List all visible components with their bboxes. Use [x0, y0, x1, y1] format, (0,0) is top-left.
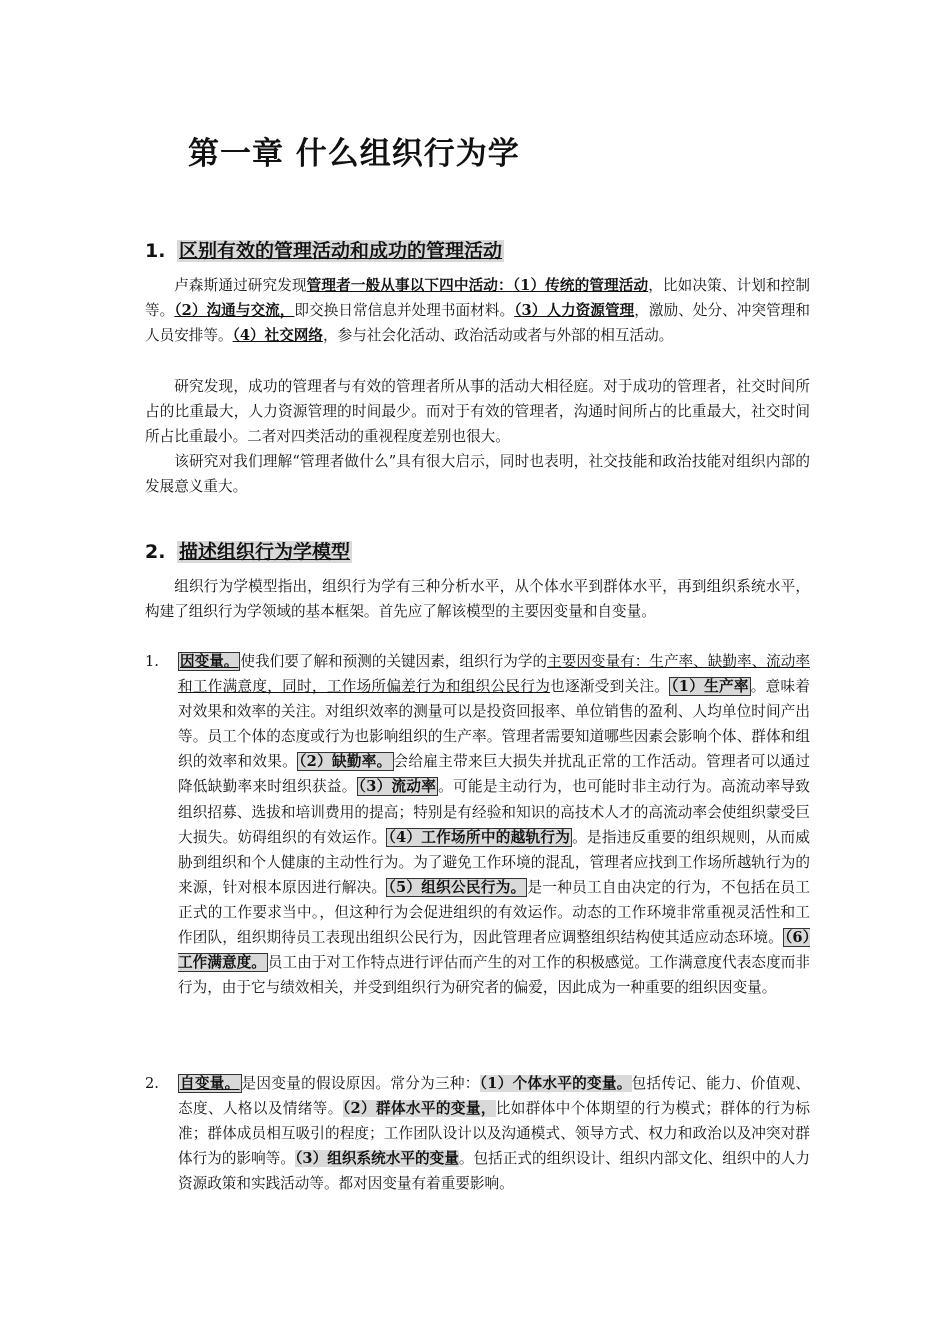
- section-1-paragraph-2: 研究发现，成功的管理者与有效的管理者所从事的活动大相径庭。对于成功的管理者，社交时间所占的比重最大，人力资源管理的时间最少。而对于有效的管理者，沟通时间所占的比重最大，社交时间所占比重最小。二者对四类活动的重视程度差别也很大。: [145, 378, 810, 446]
- term-group-level: （2）群体水平的变量，: [342, 1100, 496, 1118]
- section-2-number: 2.: [145, 541, 166, 563]
- text-run: 。意味着对效果和效率的关注。对组织效率的测量可以是投资回报率、单位销售的盈利、人均单位时间产出等。员工个体的态度或行为也影响组织的生产率。管理者需要知道哪些因素会影响个体、群体和组织的效率和效果。: [178, 678, 810, 771]
- term-independent-variable: 自变量。: [180, 1075, 240, 1092]
- section-1-paragraph-1: [145, 273, 810, 348]
- text-run: （1）传统的管理活动: [512, 277, 649, 294]
- text-run: 。可能是主动行为，也可能时非主动行为。高流动率导致组织招募、选拔和培训费用的提高；特别是有经验和知识的高技术人才的高流动率会使组织蒙受巨大损失。妨碍组织的有效运作。: [178, 778, 810, 846]
- section-1-paragraph-3: 该研究对我们理解“管理者做什么”具有很大启示，同时也表明，社交技能和政治技能对组织内部的发展意义重大。: [145, 453, 810, 496]
- term-turnover: （3）流动率: [358, 778, 437, 796]
- list-item-dependent-variables: [145, 649, 810, 1000]
- text-run: 包括传记、能力、价值观、态度、人格以及情绪等。: [178, 1075, 810, 1118]
- list-item-body: [178, 649, 810, 1000]
- text-run: 。包括正式的组织设计、组织内部文化、组织中的人力资源政策和实践活动等。都对因变量有着重要影响。: [178, 1150, 810, 1193]
- term-deviant-behavior: （4）工作场所中的越轨行为: [388, 828, 571, 846]
- section-2-title: 描述组织行为学模型: [179, 541, 351, 563]
- text-run: 。是指违反重要的组织规则，从而威胁到组织和个人健康的主动性行为。为了避免工作环境的混乱，管理者应找到工作场所越轨行为的来源，针对根本原因进行解决。: [178, 828, 810, 896]
- list-item-body: [178, 1071, 810, 1196]
- term-dependent-variable: 因变量。: [180, 653, 239, 670]
- term-productivity: （1）生产率: [671, 678, 749, 696]
- text-run: 使我们要了解和预测的关键因素，组织行为学的: [240, 653, 548, 670]
- section-1-number: 1.: [145, 240, 166, 262]
- list-marker: 1.: [145, 653, 159, 670]
- text-run: 员工由于对工作特点进行评估而产生的对工作的积极感觉。工作满意度代表态度而非行为，由于它与绩效相关，并受到组织行为研究者的偏爱，因此成为一种重要的组织因变量。: [178, 954, 810, 997]
- term-absenteeism: （2）缺勤率。: [299, 753, 392, 771]
- section-2-heading: [145, 537, 352, 564]
- text-run: 主要因变量有：生产率、缺勤率、流动率和工作满意度，同时，工作场所偏差行为和组织公民行为: [178, 653, 810, 696]
- section-1-title: 区别有效的管理活动和成功的管理活动: [179, 240, 503, 262]
- text-run: 也逐渐受到关注。: [550, 678, 670, 696]
- text-run: （3）人力资源管理: [514, 302, 635, 320]
- text-run: 卢森斯通过研究发现: [174, 277, 307, 294]
- text-run: 是一种员工自由决定的行为，不包括在员工正式的工作要求当中。，但这种行为会促进组织的有效运作。动态的工作环境非常重视灵活性和工作团队，组织期待员工表现出组织公民行为，因此管理者应调整组织结构使其适应动态环境。: [178, 878, 810, 947]
- chapter-title: 第一章 什么组织行为学: [188, 136, 520, 172]
- text-run: ，激励、处分、冲突管理和人员安排等。: [145, 302, 810, 345]
- list-marker: 2.: [145, 1075, 159, 1092]
- text-run: 管理者一般从事以下四中活动：: [306, 277, 513, 294]
- text-run: 会给雇主带来巨大损失并扰乱正常的工作活动。管理者可以通过降低缺勤率来时组织获益。: [178, 753, 810, 796]
- text-run: 比如群体中个体期望的行为模式；群体的行为标准；群体成员相互吸引的程度；工作团队设计以及沟通模式、领导方式、权力和政治以及冲突对群体行为的影响等。: [178, 1100, 810, 1168]
- section-1-heading: [145, 236, 504, 263]
- list-item-independent-variables: [145, 1071, 810, 1196]
- term-job-satisfaction: （6）工作满意度。: [178, 929, 810, 972]
- text-run: 即交换日常信息并处理书面材料。: [294, 302, 515, 320]
- text-run: 是因变量的假设原因。常分为三种：: [241, 1075, 480, 1092]
- section-2-intro: 组织行为学模型指出，组织行为学有三种分析水平，从个体水平到群体水平，再到组织系统水平，构建了组织行为学领域的基本框架。首先应了解该模型的主要因变量和自变量。: [145, 578, 810, 621]
- text-run: ，比如决策、计划和控制等。: [145, 277, 810, 320]
- text-run: ，参与社会化活动、政治活动或者与外部的相互活动。: [323, 327, 674, 345]
- term-individual-level: （1）个体水平的变量。: [479, 1075, 632, 1092]
- text-run: （4）社交网络: [232, 327, 323, 345]
- text-run: （2）沟通与交流，: [174, 302, 295, 320]
- term-citizenship-behavior: （5）组织公民行为。: [388, 878, 526, 896]
- term-organization-level: （3）组织系统水平的变量: [295, 1150, 459, 1168]
